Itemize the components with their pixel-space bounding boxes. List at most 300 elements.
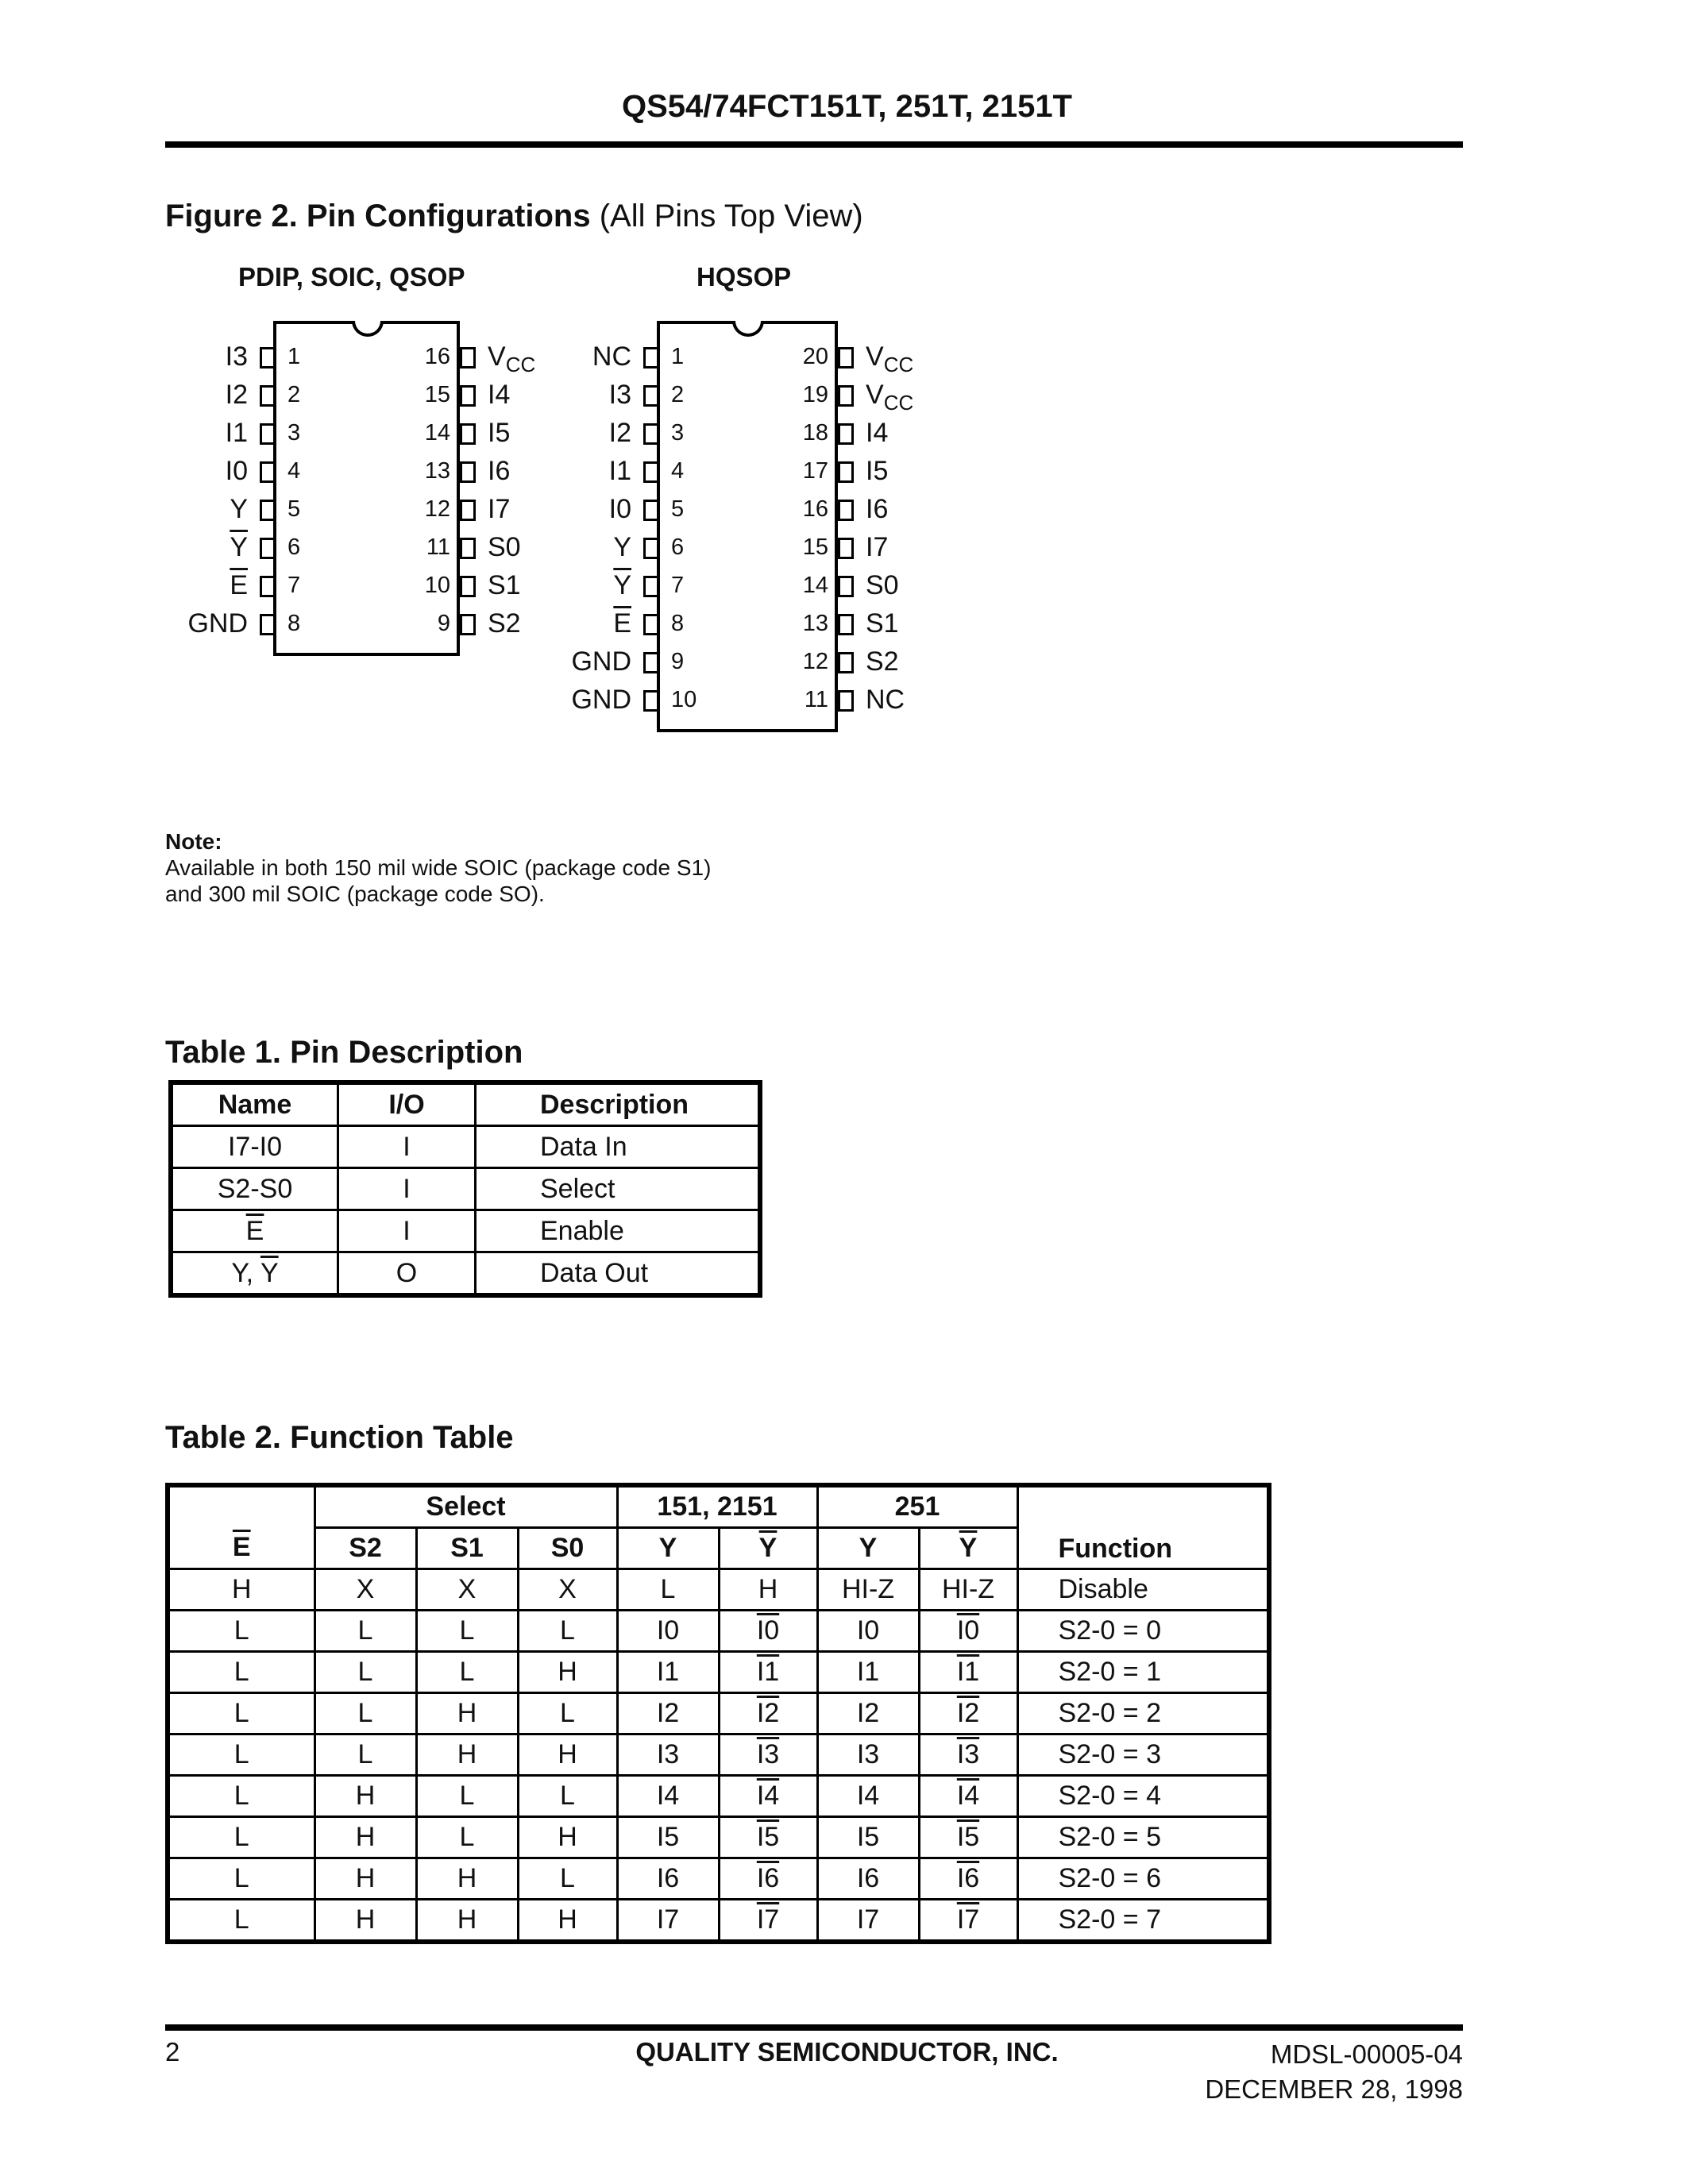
pin-number: 1: [671, 344, 685, 369]
pin-number: 7: [287, 573, 301, 598]
note-line-1: Available in both 150 mil wide SOIC (package code S1): [165, 855, 712, 880]
page-number: 2: [165, 2037, 180, 2066]
pin-box: [643, 500, 659, 521]
pin-label-text: I0: [225, 456, 248, 486]
table-row: [168, 1900, 1269, 1943]
pin-label: [488, 456, 510, 487]
cell-text: I0: [756, 1615, 780, 1646]
cell-text: I7: [656, 1904, 680, 1935]
cell-yb1: [719, 1900, 817, 1943]
cell-text: L: [560, 1863, 575, 1893]
pin-number: 5: [287, 496, 301, 522]
cell-text: L: [660, 1574, 676, 1604]
pin-label-text: I3: [608, 380, 631, 410]
pin-box: [260, 538, 276, 559]
cell-text: X: [558, 1574, 577, 1604]
pin-label: [129, 494, 248, 525]
table-row: [171, 1168, 760, 1210]
cell-y2: [817, 1611, 919, 1652]
cell-function: S2-0 = 3: [1017, 1734, 1269, 1776]
cell-s1: [416, 1900, 518, 1943]
col-header-ybar-151-text: $\overline{Y}$: [758, 1533, 778, 1563]
cell-e: [168, 1569, 314, 1611]
cell-description: Enable: [476, 1210, 760, 1252]
cell-text: I5: [856, 1822, 880, 1852]
function-table-body: [168, 1569, 1269, 1943]
cell-y1: [617, 1611, 719, 1652]
pkg2-label: HQSOP: [697, 262, 792, 291]
cell-y1: [617, 1858, 719, 1900]
col-header-e-text: $\overline{E}$: [232, 1532, 251, 1563]
cell-yb1: [719, 1734, 817, 1776]
cell-s1: [416, 1858, 518, 1900]
cell-text: L: [459, 1822, 475, 1852]
cell-y1: [617, 1900, 719, 1943]
pin-number: 16: [802, 496, 828, 522]
cell-function: S2-0 = 2: [1017, 1693, 1269, 1734]
pin-box: [838, 614, 854, 635]
cell-text: I7: [956, 1904, 980, 1935]
table-row: [171, 1252, 760, 1296]
cell-text: I4: [756, 1781, 780, 1811]
cell-text: H: [558, 1657, 577, 1687]
cell-text: L: [233, 1657, 249, 1687]
group-header-row: [168, 1485, 1269, 1528]
cell-y2: [817, 1817, 919, 1858]
cell-name-ybar: $\overline{Y}$: [260, 1257, 279, 1288]
cell-name: I7-I0: [171, 1126, 338, 1168]
pin-number: 2: [671, 382, 685, 407]
cell-yb2: [919, 1569, 1017, 1611]
cell-yb1: [719, 1858, 817, 1900]
pin-box: [643, 461, 659, 483]
cell-text: I5: [656, 1822, 680, 1852]
pin-label: [129, 341, 248, 372]
pkg1-body: [273, 321, 460, 656]
pin-label-text: $\overline{Y}$: [613, 570, 631, 600]
cell-text: I7: [856, 1904, 880, 1935]
cell-y1: [617, 1817, 719, 1858]
pin-label-text: I1: [608, 456, 631, 486]
note-title: Note:: [165, 829, 222, 854]
pin-box: [838, 652, 854, 673]
pin-label-text: V: [488, 341, 506, 372]
figure-caption-rest: (All Pins Top View): [599, 199, 863, 233]
table-row: [168, 1817, 1269, 1858]
table-row: [168, 1569, 1269, 1611]
pin-label-text: Y: [230, 494, 248, 524]
pin-label-text: S2: [488, 608, 521, 639]
pin-label: [512, 341, 631, 372]
table-row: [171, 1210, 760, 1252]
cell-y1: [617, 1569, 719, 1611]
pin-label: [129, 418, 248, 449]
pin-number: 3: [671, 420, 685, 446]
cell-y2: [817, 1776, 919, 1817]
pin-description-table: [168, 1080, 762, 1298]
group-header-251: 251: [817, 1485, 1017, 1528]
cell-function: S2-0 = 7: [1017, 1900, 1269, 1943]
pin-label: [866, 456, 888, 487]
cell-yb2: [919, 1858, 1017, 1900]
pin-box: [260, 461, 276, 483]
footer-company: QUALITY SEMICONDUCTOR, INC.: [635, 2037, 1059, 2066]
pin-box: [838, 385, 854, 407]
pin-label: [512, 646, 631, 677]
group-header-151: 151, 2151: [617, 1485, 817, 1528]
cell-text: H: [355, 1904, 376, 1935]
cell-text: H: [231, 1574, 252, 1604]
cell-text: X: [356, 1574, 375, 1604]
cell-y1: [617, 1693, 719, 1734]
pin-label: [512, 532, 631, 563]
cell-function: S2-0 = 4: [1017, 1776, 1269, 1817]
cell-function: S2-0 = 5: [1017, 1817, 1269, 1858]
table-row: [168, 1693, 1269, 1734]
col-header-s2: S2: [314, 1528, 416, 1569]
pin-box: [838, 423, 854, 445]
cell-text: L: [233, 1739, 249, 1769]
cell-text: H: [457, 1739, 477, 1769]
pin-label: [488, 380, 510, 411]
cell-text: H: [457, 1863, 477, 1893]
table-row: [168, 1776, 1269, 1817]
cell-text: L: [357, 1739, 373, 1769]
cell-text: X: [457, 1574, 477, 1604]
pin-number: 6: [671, 534, 685, 560]
pin-label-text: I7: [488, 494, 511, 524]
cell-text: I3: [956, 1739, 980, 1769]
figure-caption-bold: Figure 2. Pin Configurations: [165, 199, 591, 233]
cell-s1: [416, 1776, 518, 1817]
cell-text: HI-Z: [941, 1574, 995, 1604]
cell-text: I1: [956, 1657, 980, 1687]
col-header-function: Function: [1017, 1485, 1269, 1569]
cell-s1: [416, 1569, 518, 1611]
pin-number: 4: [671, 458, 685, 484]
cell-s2: [314, 1900, 416, 1943]
pin-label-text: I7: [866, 532, 889, 562]
cell-e: [168, 1693, 314, 1734]
pin-label-text: $\overline{Y}$: [230, 532, 248, 562]
cell-s0: [518, 1858, 617, 1900]
pin-label-text: S1: [488, 570, 521, 600]
cell-text: L: [560, 1698, 575, 1728]
cell-y2: [817, 1569, 919, 1611]
cell-yb2: [919, 1611, 1017, 1652]
pin-box: [260, 500, 276, 521]
pin-box: [643, 385, 659, 407]
cell-e: [168, 1652, 314, 1693]
cell-text: I0: [856, 1615, 880, 1646]
col-header-ybar-251: [919, 1528, 1017, 1569]
cell-s0: [518, 1900, 617, 1943]
pin-number: 10: [424, 573, 450, 598]
cell-function: S2-0 = 1: [1017, 1652, 1269, 1693]
note-line-2: and 300 mil SOIC (package code SO).: [165, 882, 545, 906]
pin-box: [643, 614, 659, 635]
pin-box: [460, 461, 476, 483]
cell-text: H: [355, 1781, 376, 1811]
pin-label-text: NC: [866, 685, 905, 715]
pin-label-text: I1: [225, 418, 248, 448]
pin-number: 14: [802, 573, 828, 598]
cell-yb2: [919, 1734, 1017, 1776]
cell-text: I1: [756, 1657, 780, 1687]
enable-bar-text: $\overline{E}$: [245, 1215, 264, 1246]
pin-box: [460, 538, 476, 559]
pin-label-text: I0: [608, 494, 631, 524]
cell-text: H: [355, 1822, 376, 1852]
cell-e: [168, 1734, 314, 1776]
col-header-y-251: Y: [817, 1528, 919, 1569]
pin-number: 13: [802, 611, 828, 636]
cell-s1: [416, 1611, 518, 1652]
cell-yb1: [719, 1611, 817, 1652]
cell-function: S2-0 = 0: [1017, 1611, 1269, 1652]
pin-number: 3: [287, 420, 301, 446]
table-row: [168, 1734, 1269, 1776]
cell-text: L: [233, 1698, 249, 1728]
pin-label: [866, 646, 899, 677]
cell-yb1: [719, 1817, 817, 1858]
cell-text: I3: [656, 1739, 680, 1769]
cell-s0: [518, 1611, 617, 1652]
cell-text: L: [233, 1615, 249, 1646]
pin-label: [866, 570, 899, 601]
pin-number: 8: [671, 611, 685, 636]
pin-box: [838, 347, 854, 369]
pin-box: [643, 690, 659, 712]
pin-number: 11: [804, 687, 828, 712]
footer-doc-id: MDSL-00005-04: [1270, 2039, 1463, 2069]
pin-label-text: GND: [187, 608, 248, 639]
cell-text: L: [560, 1615, 575, 1646]
cell-text: L: [459, 1657, 475, 1687]
pin-number: 1: [287, 344, 301, 369]
pin-label-text: $\overline{E}$: [230, 570, 248, 600]
cell-text: I4: [956, 1781, 980, 1811]
pin-box: [643, 576, 659, 597]
pin-number: 14: [424, 420, 450, 446]
pin-label: [129, 532, 248, 563]
pin-number: 12: [802, 649, 828, 674]
footer-rule: [165, 2024, 1463, 2031]
pin-label-text: I6: [488, 456, 511, 486]
cell-text: H: [355, 1863, 376, 1893]
pin-number: 4: [287, 458, 301, 484]
pin-box: [260, 347, 276, 369]
pin-number: 2: [287, 382, 301, 407]
pin-number: 15: [424, 382, 450, 407]
pin-number: 18: [802, 420, 828, 446]
cell-s0: [518, 1817, 617, 1858]
cell-io: I: [338, 1168, 476, 1210]
pin-label: [512, 494, 631, 525]
col-header-io: I/O: [338, 1082, 476, 1126]
cell-e: [168, 1858, 314, 1900]
table-row: [168, 1611, 1269, 1652]
cell-s2: [314, 1652, 416, 1693]
cell-text: I2: [956, 1698, 980, 1728]
cell-text: L: [233, 1822, 249, 1852]
pin-label: [129, 380, 248, 411]
pin-label: [512, 570, 631, 601]
pin-box: [838, 538, 854, 559]
pin-box: [460, 423, 476, 445]
pin-label: [512, 685, 631, 716]
cell-text: I0: [656, 1615, 680, 1646]
pin-label-text: I4: [488, 380, 511, 410]
cell-text: I4: [656, 1781, 680, 1811]
cell-yb2: [919, 1817, 1017, 1858]
pin-label: [129, 608, 248, 639]
pin-number: 19: [802, 382, 828, 407]
cell-s0: [518, 1569, 617, 1611]
pin-box: [643, 538, 659, 559]
pin-label-text: I2: [225, 380, 248, 410]
cell-text: I1: [656, 1657, 680, 1687]
pin-label: [488, 418, 510, 449]
cell-text: L: [233, 1863, 249, 1893]
cell-text: L: [357, 1698, 373, 1728]
pin-number: 15: [802, 534, 828, 560]
pin-label-text: I5: [866, 456, 889, 486]
pin-box: [260, 385, 276, 407]
table-row: [168, 1858, 1269, 1900]
pkg1-label: PDIP, SOIC, QSOP: [238, 262, 465, 291]
footer-doc-info: [1205, 2037, 1463, 2107]
cell-s0: [518, 1652, 617, 1693]
cell-text: H: [558, 1739, 577, 1769]
col-header-y-151: Y: [617, 1528, 719, 1569]
pin-number: 20: [802, 344, 828, 369]
cell-text: I2: [756, 1698, 780, 1728]
cell-s1: [416, 1652, 518, 1693]
cell-text: L: [357, 1615, 373, 1646]
pin-label: [129, 570, 248, 601]
pin-label-text: Y: [613, 532, 631, 562]
cell-s0: [518, 1693, 617, 1734]
cell-text: I6: [856, 1863, 880, 1893]
cell-y1: [617, 1776, 719, 1817]
cell-text: L: [233, 1781, 249, 1811]
pin-label-text: I3: [225, 341, 248, 372]
pin-label-subscript: CC: [883, 353, 914, 376]
pin-number: 11: [426, 534, 450, 560]
col-header-ybar-251-text: $\overline{Y}$: [959, 1533, 978, 1563]
cell-description: Data In: [476, 1126, 760, 1168]
cell-y1: [617, 1652, 719, 1693]
cell-y2: [817, 1693, 919, 1734]
pin-number: 17: [802, 458, 828, 484]
cell-y1: [617, 1734, 719, 1776]
cell-text: I7: [756, 1904, 780, 1935]
pin-label: [488, 494, 510, 525]
cell-text: L: [560, 1781, 575, 1811]
cell-s2: [314, 1734, 416, 1776]
col-header-s0: S0: [518, 1528, 617, 1569]
cell-text: H: [457, 1698, 477, 1728]
cell-text: L: [233, 1904, 249, 1935]
cell-yb1: [719, 1693, 817, 1734]
pin-box: [460, 347, 476, 369]
cell-io: I: [338, 1126, 476, 1168]
table2-caption: Table 2. Function Table: [165, 1420, 514, 1455]
pin-label-subscript: CC: [883, 391, 914, 415]
cell-text: H: [758, 1574, 778, 1604]
cell-e: [168, 1900, 314, 1943]
cell-text: H: [457, 1904, 477, 1935]
cell-y2: [817, 1858, 919, 1900]
pin-box: [460, 576, 476, 597]
cell-text: I3: [756, 1739, 780, 1769]
cell-yb2: [919, 1900, 1017, 1943]
figure-caption: [165, 199, 863, 234]
cell-yb1: [719, 1652, 817, 1693]
footer-date: DECEMBER 28, 1998: [1205, 2074, 1463, 2104]
group-header-empty: [168, 1485, 314, 1528]
pin-number: 10: [671, 687, 697, 712]
cell-text: I1: [856, 1657, 880, 1687]
pin-label-text: V: [866, 341, 884, 372]
pin-label: [866, 418, 888, 449]
cell-yb2: [919, 1652, 1017, 1693]
cell-s2: [314, 1858, 416, 1900]
pin-box: [260, 423, 276, 445]
cell-name: [171, 1210, 338, 1252]
cell-function: Disable: [1017, 1569, 1269, 1611]
col-header-s1: S1: [416, 1528, 518, 1569]
cell-text: I6: [956, 1863, 980, 1893]
pin-label: [512, 418, 631, 449]
pin-number: 5: [671, 496, 685, 522]
pin-label-text: I2: [608, 418, 631, 448]
pin-number: 9: [437, 611, 450, 636]
cell-description: Select: [476, 1168, 760, 1210]
cell-s2: [314, 1611, 416, 1652]
cell-text: I6: [656, 1863, 680, 1893]
pin-number: 7: [671, 573, 685, 598]
pin-box: [838, 690, 854, 712]
cell-text: L: [459, 1615, 475, 1646]
pin-box: [260, 614, 276, 635]
pin-label: [866, 494, 888, 525]
pin-label-subscript: CC: [505, 353, 536, 376]
pin-box: [838, 461, 854, 483]
pin-box: [643, 652, 659, 673]
cell-y2: [817, 1652, 919, 1693]
cell-yb1: [719, 1776, 817, 1817]
col-header-ybar-151: [719, 1528, 817, 1569]
table-header-row: [171, 1082, 760, 1126]
cell-text: I6: [756, 1863, 780, 1893]
cell-s0: [518, 1776, 617, 1817]
cell-text: I2: [856, 1698, 880, 1728]
pin-label-text: S0: [488, 532, 521, 562]
pin-number: 16: [424, 344, 450, 369]
col-header-name: Name: [171, 1082, 338, 1126]
pin-box: [460, 500, 476, 521]
pin-label-text: I6: [866, 494, 889, 524]
cell-text: H: [558, 1822, 577, 1852]
cell-s2: [314, 1569, 416, 1611]
cell-text: I0: [956, 1615, 980, 1646]
cell-io: I: [338, 1210, 476, 1252]
pin-box: [643, 347, 659, 369]
cell-s2: [314, 1817, 416, 1858]
cell-s1: [416, 1817, 518, 1858]
